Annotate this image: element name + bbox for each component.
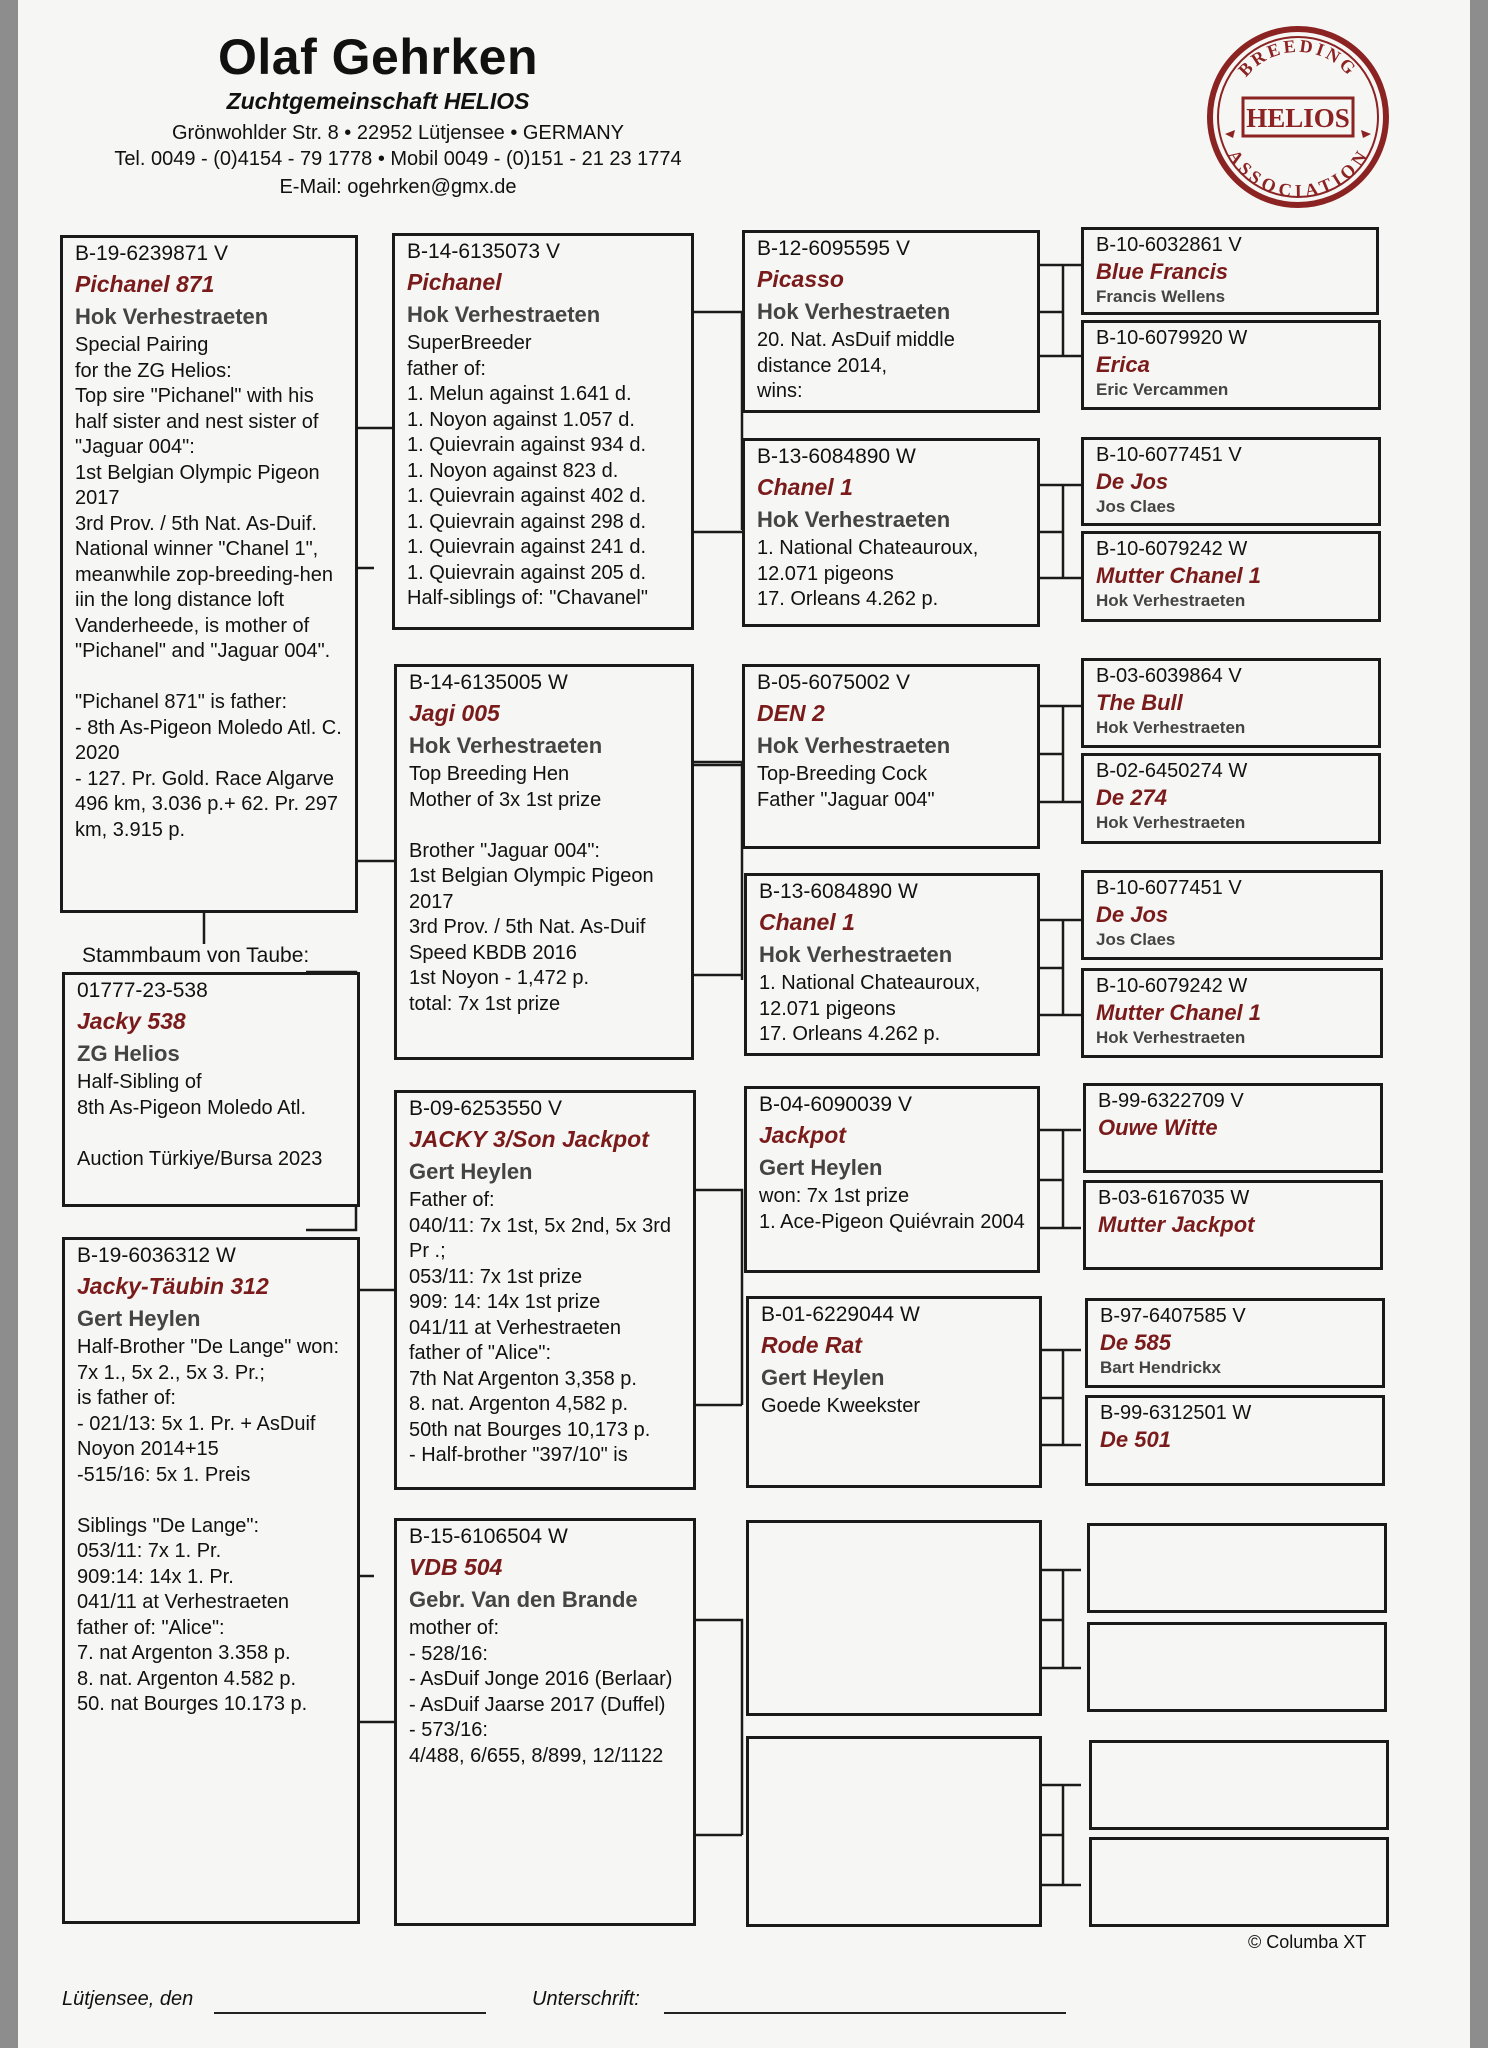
ring-number: B-04-6090039 V <box>759 1093 912 1116</box>
father-box <box>60 235 358 913</box>
subject-box <box>62 972 360 1207</box>
great-great-grandparent-box <box>1085 1395 1385 1486</box>
pigeon-name: Jagi 005 <box>409 700 500 726</box>
copyright: © Columba XT <box>1248 1932 1367 1952</box>
pigeon-name: Picasso <box>757 266 844 292</box>
grandparent-box <box>394 664 694 1060</box>
pigeon-name: Chanel 1 <box>757 474 853 500</box>
ring-number: B-97-6407585 V <box>1100 1305 1246 1327</box>
breeder: Hok Verhestraeten <box>757 507 951 532</box>
pigeon-name: Erica <box>1096 352 1150 377</box>
great-great-grandparent-box <box>1081 437 1381 526</box>
breeder: Hok Verhestraeten <box>409 733 603 758</box>
breeder: Gert Heylen <box>759 1155 883 1180</box>
great-grandparent-box <box>742 230 1040 413</box>
pigeon-name: Mutter Chanel 1 <box>1096 1000 1262 1025</box>
pigeon-name: Pichanel 871 <box>75 271 215 297</box>
pigeon-info: Half-Sibling of 8th As-Pigeon Moledo Atl. Auction Türkiye/Bursa 2023 <box>77 1071 323 1170</box>
grandparent-box <box>392 233 694 630</box>
breeder: Hok Verhestraeten <box>757 299 951 324</box>
pigeon-name: De 274 <box>1096 785 1167 810</box>
svg-text:ASSOCIATION: ASSOCIATION <box>1224 145 1372 201</box>
breeder: Hok Verhestraeten <box>1096 718 1246 737</box>
pigeon-info: Half-Brother "De Lange" won: 7x 1., 5x 2., 5x 3. Pr.; is father of: - 021/13: 5x 1. Pr. + AsDuif Noyon 2014+15 -515/16: 5x 1. Preis Siblings "De Lange": 053/11: 7x 1. Pr. 909:14: 14x 1. Pr. 041/11 at Verhestraeten father of: "Alice": 7. nat Argenton 3.358 p. 8. nat. Argenton 4.582 p. 50. nat Bourges 10.173 p. <box>77 1336 340 1715</box>
svg-text:BREEDING: BREEDING <box>1234 35 1362 81</box>
mother-box <box>62 1237 360 1924</box>
svg-text:HELIOS: HELIOS <box>1246 103 1350 133</box>
ring-number: B-99-6312501 W <box>1100 1402 1252 1424</box>
pigeon-info: SuperBreeder father of: 1. Melun against 1.641 d. 1. Noyon against 1.057 d. 1. Quievrain against 934 d. 1. Noyon against 823 d. 1. Quievrain against 402 d. 1. Quievrain against 298 d. 1. Quievrain against 241 d. 1. Quievrain against 205 d. Half-siblings of: "Chavanel" <box>407 332 648 609</box>
breeder-name: Olaf Gehrken <box>218 29 538 85</box>
great-great-grandparent-box <box>1081 658 1381 748</box>
great-great-grandparent-box-empty <box>1089 1740 1389 1830</box>
great-great-grandparent-box <box>1081 227 1379 315</box>
ring-number: B-03-6167035 W <box>1098 1187 1250 1209</box>
pigeon-name: Jackpot <box>759 1122 846 1148</box>
breeder: Hok Verhestraeten <box>1096 813 1246 832</box>
pigeon-info: Goede Kweekster <box>761 1395 920 1417</box>
breeder: Hok Verhestraeten <box>1096 591 1246 610</box>
ring-number: B-99-6322709 V <box>1098 1090 1244 1112</box>
breeder: Hok Verhestraeten <box>1096 1028 1246 1047</box>
pigeon-name: Chanel 1 <box>759 909 855 935</box>
great-great-grandparent-box <box>1083 1180 1383 1270</box>
breeder: Jos Claes <box>1096 497 1176 516</box>
pigeon-name: Mutter Jackpot <box>1098 1212 1255 1237</box>
great-grandparent-box <box>744 1086 1040 1273</box>
breeder: Hok Verhestraeten <box>407 302 601 327</box>
pigeon-info: Special Pairing for the ZG Helios: Top sire "Pichanel" with his half sister and nest sister of "Jaguar 004": 1st Belgian Olympic Pigeon 2017 3rd Prov. / 5th Nat. As-Duif. National winner "Chanel 1", meanwhile zop-breeding-hen iin the long distance loft Vanderheede, is mother of "Pichanel" and "Jaguar 004". "Pichanel 871" is father: - 8th As-Pigeon Moledo Atl. C. 2020 - 127. Pr. Gold. Race Algarve 496 km, 3.036 p.+ 62. Pr. 297 km, 3.915 p. <box>75 334 342 841</box>
great-great-grandparent-box-empty <box>1089 1837 1389 1927</box>
ring-number: B-13-6084890 W <box>757 445 916 468</box>
pigeon-name: Ouwe Witte <box>1098 1115 1218 1140</box>
pigeon-info: Top Breeding Hen Mother of 3x 1st prize Brother "Jaguar 004": 1st Belgian Olympic Pigeon 2017 3rd Prov. / 5th Nat. As-Duif Speed KBDB 2016 1st Noyon - 1,472 p. total: 7x 1st prize <box>409 763 654 1015</box>
grandparent-box <box>394 1518 696 1926</box>
pigeon-name: Rode Rat <box>761 1332 862 1358</box>
ring-number: B-14-6135005 W <box>409 671 568 694</box>
great-great-grandparent-box <box>1083 1083 1383 1173</box>
ring-number: B-10-6077451 V <box>1096 444 1242 466</box>
pigeon-name: De Jos <box>1096 902 1169 927</box>
great-great-grandparent-box <box>1081 320 1381 410</box>
great-great-grandparent-box <box>1081 531 1381 622</box>
ring-number: B-19-6239871 V <box>75 242 228 265</box>
ring-number: B-10-6079242 W <box>1096 538 1248 560</box>
great-grandparent-box-empty <box>746 1520 1042 1716</box>
pigeon-name: The Bull <box>1096 690 1183 715</box>
ring-number: B-15-6106504 W <box>409 1525 568 1548</box>
grandparent-box <box>394 1090 696 1490</box>
pigeon-name: Blue Francis <box>1096 259 1229 284</box>
pigeon-name: De Jos <box>1096 469 1169 494</box>
breeder: Gebr. Van den Brande <box>409 1587 638 1612</box>
great-great-grandparent-box-empty <box>1087 1523 1387 1613</box>
pigeon-info: 20. Nat. AsDuif middle distance 2014, wins: <box>757 329 955 402</box>
pigeon-info: won: 7x 1st prize 1. Ace-Pigeon Quiévrain 2004 <box>759 1185 1025 1233</box>
pigeon-name: DEN 2 <box>757 700 825 726</box>
breeder: Gert Heylen <box>409 1159 533 1184</box>
ring-number: B-14-6135073 V <box>407 240 560 263</box>
great-grandparent-box-empty <box>746 1736 1042 1927</box>
phone-line: Tel. 0049 - (0)4154 - 79 1778 • Mobil 0049 - (0)151 - 21 23 1774 <box>114 148 682 170</box>
great-grandparent-box <box>746 1296 1042 1488</box>
place-date-label: Lütjensee, den <box>62 1988 194 2010</box>
signature-line[interactable] <box>664 2012 1066 2014</box>
pigeon-info: 1. National Chateauroux, 12.071 pigeons 17. Orleans 4.262 p. <box>759 972 981 1045</box>
pigeon-name: De 501 <box>1100 1427 1171 1452</box>
great-great-grandparent-box <box>1081 870 1383 960</box>
breeder: Bart Hendrickx <box>1100 1358 1221 1377</box>
address-line: Grönwohlder Str. 8 • 22952 Lütjensee • GERMANY <box>171 122 624 144</box>
ring-number: B-01-6229044 W <box>761 1303 920 1326</box>
ring-number: B-13-6084890 W <box>759 880 918 903</box>
pigeon-name: Jacky 538 <box>77 1008 186 1034</box>
ring-number: 01777-23-538 <box>77 979 208 1002</box>
breeder: Jos Claes <box>1096 930 1176 949</box>
breeder: Hok Verhestraeten <box>757 733 951 758</box>
great-great-grandparent-box <box>1081 968 1383 1058</box>
breeder: Gert Heylen <box>77 1306 201 1331</box>
ring-number: B-05-6075002 V <box>757 671 910 694</box>
breeder: Francis Wellens <box>1096 287 1226 306</box>
date-signature-line[interactable] <box>214 2012 486 2014</box>
email-line: E-Mail: ogehrken@gmx.de <box>279 176 517 198</box>
ring-number: B-19-6036312 W <box>77 1244 236 1267</box>
ring-number: B-02-6450274 W <box>1096 760 1248 782</box>
ring-number: B-10-6079242 W <box>1096 975 1248 997</box>
breeder: ZG Helios <box>77 1041 180 1066</box>
breeder: Eric Vercammen <box>1096 380 1229 399</box>
pigeon-name: Jacky-Täubin 312 <box>77 1273 269 1299</box>
breeder: Hok Verhestraeten <box>759 942 953 967</box>
great-grandparent-box <box>742 664 1040 849</box>
breeder: Hok Verhestraeten <box>75 304 269 329</box>
pigeon-info: mother of: - 528/16: - AsDuif Jonge 2016 (Berlaar) - AsDuif Jaarse 2017 (Duffel) - 573/16: 4/488, 6/655, 8/899, 12/1122 <box>409 1617 673 1767</box>
ring-number: B-10-6032861 V <box>1096 234 1242 256</box>
ring-number: B-03-6039864 V <box>1096 665 1242 687</box>
signature-label: Unterschrift: <box>532 1988 640 2010</box>
pigeon-name: Mutter Chanel 1 <box>1096 563 1262 588</box>
ring-number: B-12-6095595 V <box>757 237 910 260</box>
great-grandparent-box <box>744 873 1040 1056</box>
great-great-grandparent-box <box>1085 1298 1385 1388</box>
pigeon-info: 1. National Chateauroux, 12.071 pigeons 17. Orleans 4.262 p. <box>757 537 979 610</box>
ring-number: B-09-6253550 V <box>409 1097 562 1120</box>
pigeon-info: Top-Breeding Cock Father "Jaguar 004" <box>757 763 935 811</box>
ring-number: B-10-6077451 V <box>1096 877 1242 899</box>
club-name: Zuchtgemeinschaft HELIOS <box>226 88 530 114</box>
pigeon-name: JACKY 3/Son Jackpot <box>409 1126 649 1152</box>
great-great-grandparent-box <box>1081 753 1381 844</box>
pedigree-label: Stammbaum von Taube: <box>82 944 310 967</box>
pigeon-name: De 585 <box>1100 1330 1171 1355</box>
great-grandparent-box <box>742 438 1040 627</box>
breeder: Gert Heylen <box>761 1365 885 1390</box>
pedigree-sheet <box>18 0 1470 2048</box>
ring-number: B-10-6079920 W <box>1096 327 1248 349</box>
pigeon-name: VDB 504 <box>409 1554 503 1580</box>
great-great-grandparent-box-empty <box>1087 1622 1387 1712</box>
pigeon-info: Father of: 040/11: 7x 1st, 5x 2nd, 5x 3rd Pr .; 053/11: 7x 1st prize 909: 14: 14x 1st prize 041/11 at Verhestraeten father of "Alice": 7th Nat Argenton 3,358 p. 8. nat. Argenton 4,582 p. 50th nat Bourges 10,173 p. - Half-brother "397/10" is <box>409 1189 672 1466</box>
pigeon-name: Pichanel <box>407 269 502 295</box>
